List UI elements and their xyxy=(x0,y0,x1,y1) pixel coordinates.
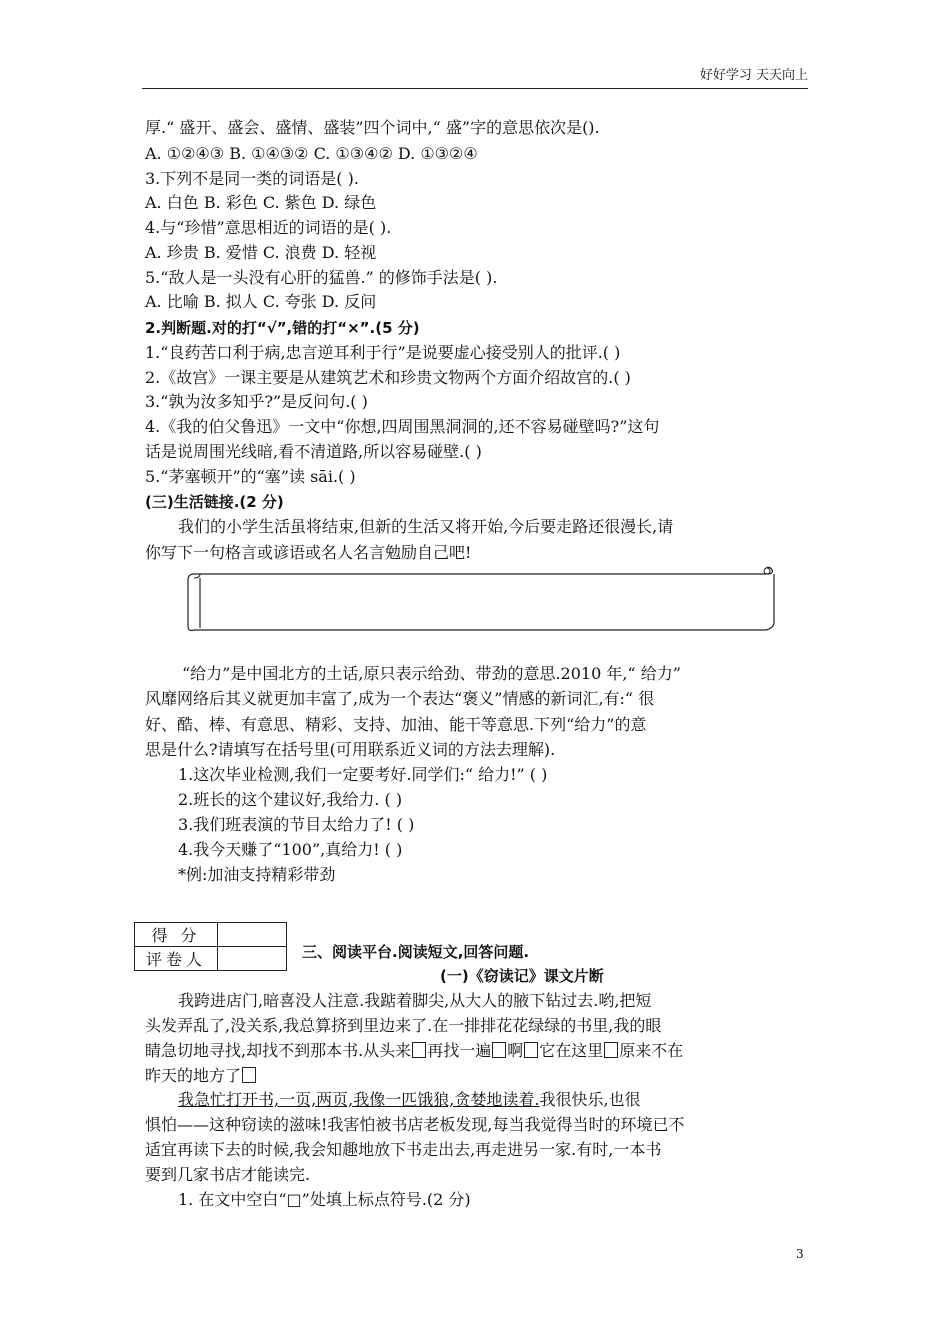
text-line: 厚.“ 盛开、盛会、盛情、盛装”四个词中,“ 盛”字的意思依次是(). xyxy=(145,118,600,137)
page-header: 好好学习 天天向上 xyxy=(142,66,808,89)
text-line: 4.《我的伯父鲁迅》一文中“你想,四周围黑洞洞的,还不容易碰壁吗?”这句 xyxy=(145,417,660,436)
text-line: A. 珍贵 B. 爱惜 C. 浪费 D. 轻视 xyxy=(145,243,377,262)
text-line: 1.这次毕业检测,我们一定要考好.同学们:“ 给力!” ( ) xyxy=(178,765,548,784)
text-segment: 啊 xyxy=(507,1041,524,1060)
text-line: 3.下列不是同一类的词语是( ). xyxy=(145,169,359,188)
text-line: 我们的小学生活虽将结束,但新的生活又将开始,今后要走路还很漫长,请 xyxy=(178,517,674,536)
blank-box[interactable] xyxy=(412,1042,426,1058)
section-heading: 2.判断题.对的打“√”,错的打“×”.(5 分) xyxy=(145,319,420,337)
text-line: A. 比喻 B. 拟人 C. 夸张 D. 反问 xyxy=(145,292,377,311)
text-line: *例:加油支持精彩带劲 xyxy=(178,865,336,884)
grader-label: 评卷人 xyxy=(135,947,218,971)
blank-box[interactable] xyxy=(242,1067,256,1083)
answer-scroll-box[interactable] xyxy=(186,566,776,632)
blank-box[interactable] xyxy=(492,1042,506,1058)
section-heading: (三)生活链接.(2 分) xyxy=(145,493,284,511)
text-line: 1.“良药苦口利于病,忠言逆耳利于行”是说要虚心接受别人的批评.( ) xyxy=(145,343,621,362)
text-segment: 原来不在 xyxy=(619,1041,684,1060)
text-segment: 昨天的地方了 xyxy=(145,1066,242,1085)
grader-cell[interactable] xyxy=(218,947,287,971)
text-line: 头发弄乱了,没关系,我总算挤到里边来了.在一排排花花绿绿的书里,我的眼 xyxy=(145,1016,662,1035)
text-line: 我跨进店门,暗喜没人注意.我踮着脚尖,从大人的腋下钻过去.哟,把短 xyxy=(178,991,652,1010)
text-line: 3.“孰为汝多知乎?”是反问句.( ) xyxy=(145,392,368,411)
passage-title: (一)《窃读记》课文片断 xyxy=(440,967,604,985)
blank-box[interactable] xyxy=(604,1042,618,1058)
text-segment: 它在这里 xyxy=(539,1041,604,1060)
text-line: 好、酷、棒、有意思、精彩、支持、加油、能干等意思.下列“给力”的意 xyxy=(145,715,647,734)
text-line: 惧怕——这种窃读的滋味!我害怕被书店老板发现,每当我觉得当时的环境已不 xyxy=(145,1115,685,1134)
score-label: 得 分 xyxy=(135,923,218,947)
text-segment: 睛急切地寻找,却找不到那本书.从头来 xyxy=(145,1041,412,1060)
text-line: 3.我们班表演的节目太给力了! ( ) xyxy=(178,815,415,834)
text-line: 4.我今天赚了“100”,真给力! ( ) xyxy=(178,840,403,859)
text-line: 适宜再读下去的时候,我会知趣地放下书走出去,再走进另一家.有时,一本书 xyxy=(145,1140,662,1159)
text-line: 2.班长的这个建议好,我给力. ( ) xyxy=(178,790,403,809)
text-segment: 我很快乐,也很 xyxy=(539,1090,641,1109)
text-line xyxy=(145,1066,257,1086)
score-table xyxy=(134,922,287,971)
blank-box[interactable] xyxy=(524,1042,538,1058)
text-line: A. ①②④③ B. ①④③② C. ①③④② D. ①③②④ xyxy=(145,144,478,163)
section-heading: 三、阅读平台.阅读短文,回答问题. xyxy=(302,943,530,961)
underlined-sentence: 我急忙打开书,一页,两页,我像一匹饿狼,贪婪地读着. xyxy=(178,1090,540,1109)
text-line: 你写下一句格言或谚语或名人名言勉励自己吧! xyxy=(145,543,472,562)
text-segment: 再找一遍 xyxy=(427,1041,492,1060)
text-line: 4.与“珍惜”意思相近的词语的是( ). xyxy=(145,218,392,237)
page-number: 3 xyxy=(796,1247,804,1261)
text-line: 5.“茅塞顿开”的“塞”读 sāi.( ) xyxy=(145,467,356,486)
score-cell[interactable] xyxy=(218,923,287,947)
text-line: 风靡网络后其义就更加丰富了,成为一个表达“褒义”情感的新词汇,有:“ 很 xyxy=(145,689,655,708)
text-line: 要到几家书店才能读完. xyxy=(145,1165,311,1184)
text-line xyxy=(178,1090,641,1110)
text-line xyxy=(145,1041,683,1061)
text-line: “给力”是中国北方的土话,原只表示给劲、带劲的意思.2010 年,“ 给力” xyxy=(182,664,681,683)
text-line: A. 白色 B. 彩色 C. 紫色 D. 绿色 xyxy=(145,193,377,212)
question-line: 1. 在文中空白“□”处填上标点符号.(2 分) xyxy=(178,1190,471,1209)
text-line: 2.《故宫》一课主要是从建筑艺术和珍贵文物两个方面介绍故宫的.( ) xyxy=(145,368,631,387)
text-line: 思是什么?请填写在括号里(可用联系近义词的方法去理解). xyxy=(145,740,556,759)
text-line: 话是说周围光线暗,看不清道路,所以容易碰壁.( ) xyxy=(145,442,482,461)
text-line: 5.“敌人是一头没有心肝的猛兽.” 的修饰手法是( ). xyxy=(145,268,498,287)
